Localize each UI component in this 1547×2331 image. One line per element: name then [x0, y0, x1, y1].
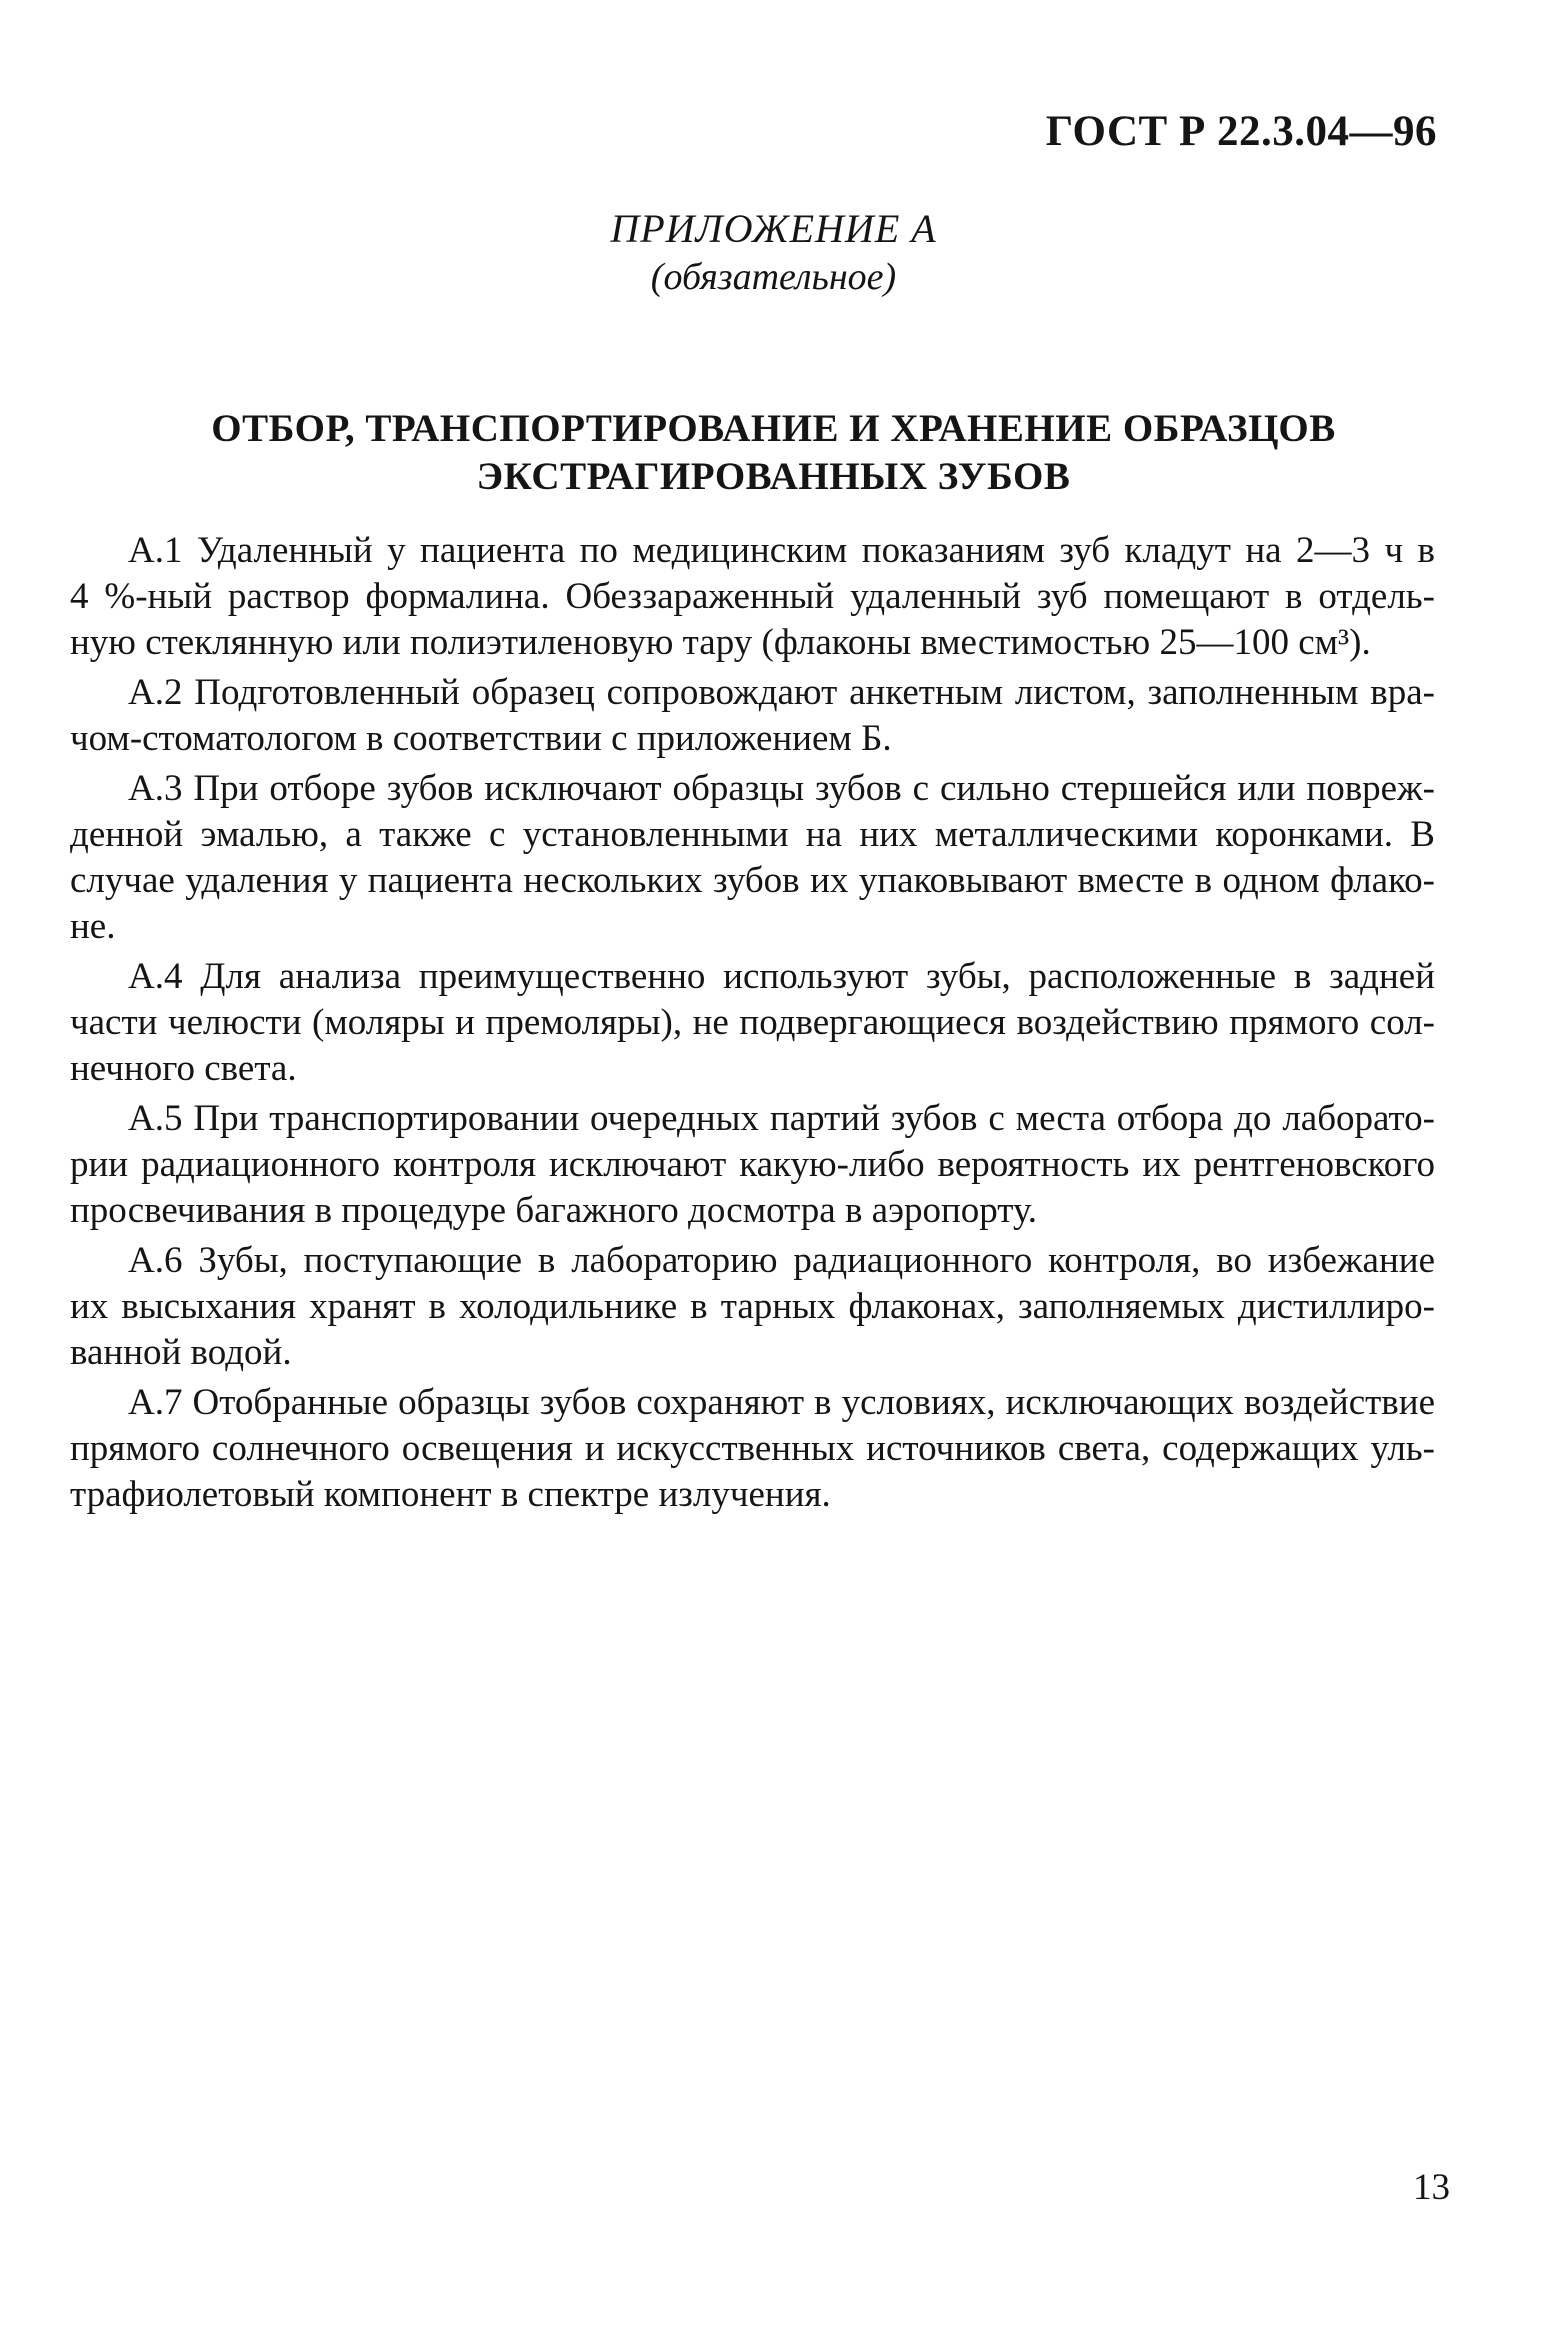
clause-line: А.3 При отборе зубов исключают образцы зубов с сильно стершейся или повреж- [128, 768, 1435, 809]
section-title-line: ЭКСТРАГИРОВАННЫХ ЗУБОВ [476, 455, 1071, 498]
clause-a1 [70, 528, 1435, 666]
clause-line: просвечивания в процедуре багажного досмотра в аэропорту. [70, 1190, 1038, 1231]
clause-a7 [70, 1380, 1435, 1518]
clause-line: А.7 Отобранные образцы зубов сохраняют в условиях, исключающих воздействие [128, 1382, 1435, 1423]
clause-line: денной эмалью, а также с установленными на них металлическими коронками. В [70, 814, 1435, 855]
clause-line: А.5 При транспортировании очередных партий зубов с места отбора до лаборато- [128, 1098, 1435, 1139]
clause-line: рии радиационного контроля исключают какую-либо вероятность их рентгеновского [70, 1144, 1435, 1185]
clause-line: их высыхания хранят в холодильнике в тарных флаконах, заполняемых дистиллиро- [70, 1286, 1435, 1327]
clause-a3 [70, 766, 1435, 950]
clause-a5 [70, 1096, 1435, 1234]
clause-line: случае удаления у пациента нескольких зубов их упаковывают вместе в одном флако- [70, 860, 1435, 901]
clause-line: нечного света. [70, 1048, 297, 1089]
document-code: ГОСТ Р 22.3.04—96 [1045, 108, 1437, 155]
appendix-title: ПРИЛОЖЕНИЕ А [610, 206, 937, 251]
clause-line: трафиолетовый компонент в спектре излучения. [70, 1474, 831, 1515]
appendix-heading [0, 205, 1547, 301]
clause-a6 [70, 1238, 1435, 1376]
section-title [110, 405, 1437, 501]
clause-a2 [70, 670, 1435, 762]
clause-line: А.2 Подготовленный образец сопровождают анкетным листом, заполненным вра- [128, 672, 1435, 713]
clause-line: части челюсти (моляры и премоляры), не подвергающиеся воздействию прямого сол- [70, 1002, 1435, 1043]
clause-line: не. [70, 906, 116, 947]
clause-line: ванной водой. [70, 1332, 292, 1373]
appendix-status-note: (обязательное) [650, 256, 897, 298]
clause-line: прямого солнечного освещения и искусственных источников света, содержащих уль- [70, 1428, 1435, 1469]
clause-line: чом-стоматологом в соответствии с приложением Б. [70, 718, 892, 759]
clause-line: А.6 Зубы, поступающие в лабораторию радиационного контроля, во избежание [128, 1240, 1435, 1281]
clause-line: 4 %-ный раствор формалина. Обеззараженный удаленный зуб помещают в отдель- [70, 576, 1435, 617]
clause-line: А.4 Для анализа преимущественно используют зубы, расположенные в задней [128, 956, 1435, 997]
clause-line: ную стеклянную или полиэтиленовую тару (флаконы вместимостью 25—100 см³). [70, 622, 1371, 663]
section-title-line: ОТБОР, ТРАНСПОРТИРОВАНИЕ И ХРАНЕНИЕ ОБРАЗЦОВ [211, 407, 1336, 450]
clauses-body [70, 528, 1435, 1522]
page-number: 13 [1413, 2167, 1450, 2208]
clause-a4 [70, 954, 1435, 1092]
clause-line: А.1 Удаленный у пациента по медицинским показаниям зуб кладут на 2—3 ч в [128, 530, 1435, 571]
